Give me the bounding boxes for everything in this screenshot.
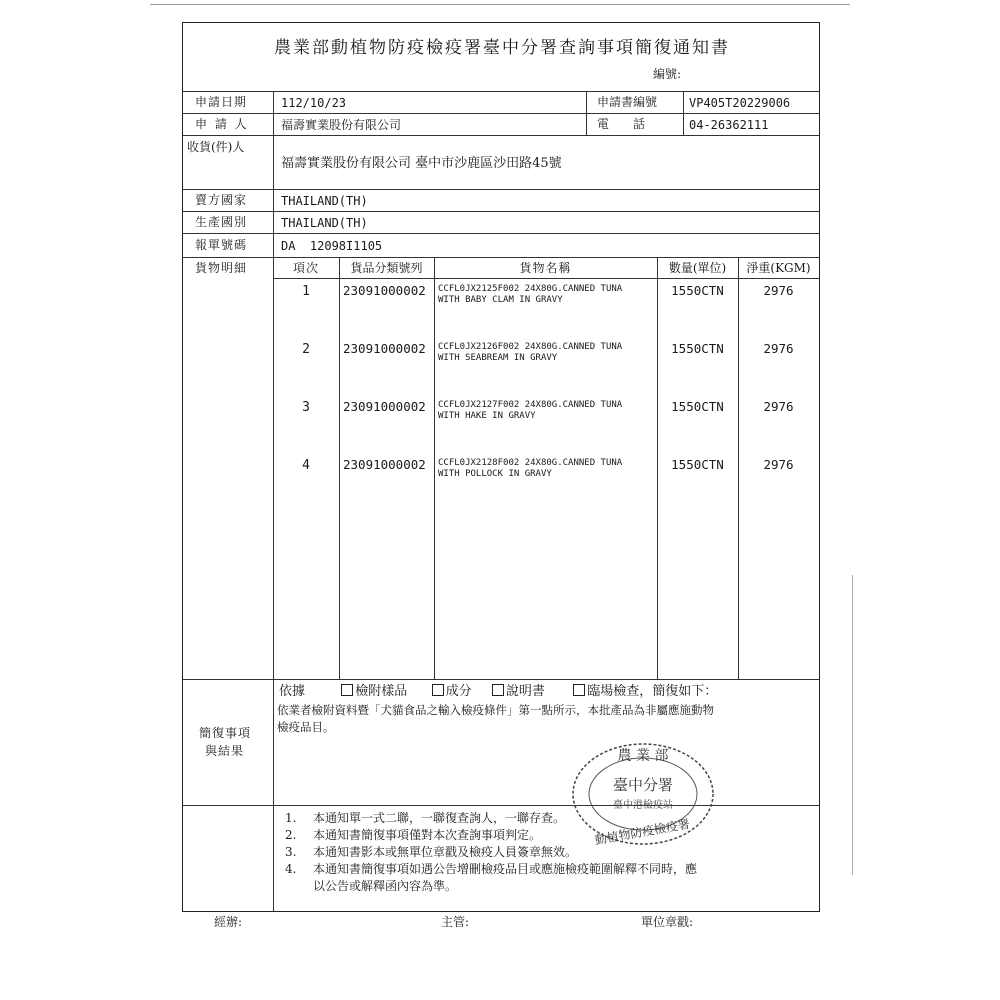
seller-country-value: THAILAND(TH) bbox=[281, 194, 368, 208]
goods-header-code: 貨品分類號列 bbox=[350, 261, 423, 275]
rule bbox=[273, 679, 274, 911]
goods-row-weight: 2976 bbox=[763, 341, 794, 356]
sample-checkbox-label: 檢附樣品 bbox=[355, 684, 408, 699]
apply-date-label: 申請日期 bbox=[195, 95, 248, 109]
rule bbox=[683, 91, 684, 135]
note-number: 3. bbox=[285, 845, 297, 859]
declaration-no-label: 報單號碼 bbox=[195, 238, 248, 252]
goods-row-name: CCFL0JX2128F002 24X80G.CANNED TUNA WITH POLLOCK IN GRAVY bbox=[438, 458, 623, 479]
goods-header-no: 項次 bbox=[292, 261, 319, 275]
phone-value: 04-26362111 bbox=[689, 118, 769, 132]
goods-row-weight: 2976 bbox=[763, 457, 794, 472]
note-number: 2. bbox=[285, 828, 297, 842]
rule bbox=[183, 679, 819, 680]
onsite-checkbox-label: 臨場檢查，簡復如下： bbox=[587, 684, 718, 699]
rule bbox=[434, 257, 435, 679]
rule bbox=[183, 805, 819, 806]
manual-checkbox[interactable] bbox=[492, 684, 504, 696]
applicant-value: 福壽實業股份有限公司 bbox=[281, 118, 402, 132]
apply-no-value: VP405T20229006 bbox=[689, 96, 791, 110]
rule bbox=[183, 91, 819, 92]
rule bbox=[183, 189, 819, 190]
note-text: 本通知書影本或無單位章戳及檢疫人員簽章無效。 bbox=[313, 845, 578, 859]
goods-row-code: 23091000002 bbox=[343, 399, 426, 414]
goods-row-no: 4 bbox=[302, 458, 310, 473]
goods-row-code: 23091000002 bbox=[343, 283, 426, 298]
goods-row-code: 23091000002 bbox=[343, 457, 426, 472]
applicant-label: 申 請 人 bbox=[195, 117, 249, 131]
goods-row-code: 23091000002 bbox=[343, 341, 426, 356]
rule bbox=[183, 211, 819, 212]
goods-row-qty: 1550CTN bbox=[671, 341, 724, 356]
note-text: 本通知書簡復事項僅對本次查詢事項判定。 bbox=[313, 828, 542, 842]
rule bbox=[183, 113, 819, 114]
document-title: 農業部動植物防疫檢疫署臺中分署查詢事項簡復通知書 bbox=[274, 38, 730, 58]
rule bbox=[183, 135, 819, 136]
ingredient-checkbox-label: 成分 bbox=[445, 684, 472, 699]
result-text-line-1: 依業者檢附資料暨「犬貓食品之輸入檢疫條件」第一點所示，本批產品為非屬應施動物 bbox=[277, 703, 714, 717]
goods-row-no: 3 bbox=[302, 400, 310, 415]
stamp-sub-text: 臺中港檢疫站 bbox=[613, 800, 673, 811]
handler-label: 經辦: bbox=[214, 915, 243, 929]
result-label-1: 簡復事項 bbox=[199, 726, 252, 740]
scan-edge-line bbox=[150, 4, 850, 5]
goods-row-name: CCFL0JX2125F002 24X80G.CANNED TUNA WITH BABY CLAM IN GRAVY bbox=[438, 284, 623, 305]
stamp-bottom-text: 動植物防疫檢疫署 bbox=[593, 816, 691, 848]
goods-row-weight: 2976 bbox=[763, 399, 794, 414]
consignee-value: 福壽實業股份有限公司 臺中市沙鹿區沙田路45號 bbox=[281, 156, 562, 171]
rule bbox=[273, 91, 274, 679]
stamp-center-text: 臺中分署 bbox=[612, 776, 674, 794]
manual-checkbox-label: 說明書 bbox=[505, 684, 545, 699]
basis-label: 依據 bbox=[279, 684, 306, 699]
consignee-label: 收貨(件)人 bbox=[187, 140, 245, 154]
goods-row-qty: 1550CTN bbox=[671, 399, 724, 414]
phone-label: 電 話 bbox=[597, 117, 646, 131]
sample-checkbox[interactable] bbox=[341, 684, 353, 696]
notice-form bbox=[182, 22, 820, 912]
goods-row-no: 2 bbox=[302, 342, 310, 357]
goods-row-name: CCFL0JX2127F002 24X80G.CANNED TUNA WITH HAKE IN GRAVY bbox=[438, 400, 623, 421]
basis-line bbox=[279, 684, 717, 698]
result-label-2: 與結果 bbox=[205, 744, 245, 758]
scan-edge-line bbox=[852, 575, 853, 875]
rule bbox=[183, 257, 819, 258]
goods-row-qty: 1550CTN bbox=[671, 457, 724, 472]
unit-seal-label: 單位章戳: bbox=[641, 915, 694, 929]
goods-header-name: 貨物名稱 bbox=[519, 261, 572, 275]
origin-country-label: 生產國別 bbox=[195, 215, 248, 229]
seller-country-label: 賣方國家 bbox=[195, 193, 248, 207]
rule bbox=[183, 233, 819, 234]
goods-row-no: 1 bbox=[302, 284, 310, 299]
origin-country-value: THAILAND(TH) bbox=[281, 216, 368, 230]
rule bbox=[339, 257, 340, 679]
note-text: 本通知單一式二聯，一聯復查詢人，一聯存查。 bbox=[313, 811, 566, 825]
ingredient-checkbox[interactable] bbox=[432, 684, 444, 696]
apply-date-value: 112/10/23 bbox=[281, 96, 347, 110]
rule bbox=[586, 91, 587, 135]
note-text: 本通知書簡復事項如遇公告增刪檢疫品目或應施檢疫範圍解釋不同時，應 bbox=[313, 862, 698, 876]
result-text-line-2: 檢疫品目。 bbox=[277, 720, 335, 734]
apply-no-label: 申請書編號 bbox=[597, 95, 658, 109]
note-number: 1. bbox=[285, 811, 297, 825]
goods-header-weight: 淨重(KGM) bbox=[746, 261, 811, 275]
goods-header-qty: 數量(單位) bbox=[668, 261, 727, 275]
onsite-checkbox[interactable] bbox=[573, 684, 585, 696]
supervisor-label: 主管: bbox=[441, 915, 470, 929]
goods-section-label: 貨物明細 bbox=[195, 261, 248, 275]
declaration-no-value: DA 12098I1105 bbox=[281, 239, 383, 253]
note-text: 以公告或解釋函內容為準。 bbox=[313, 879, 458, 893]
goods-row-name: CCFL0JX2126F002 24X80G.CANNED TUNA WITH SEABREAM IN GRAVY bbox=[438, 342, 623, 363]
goods-row-weight: 2976 bbox=[763, 283, 794, 298]
goods-row-qty: 1550CTN bbox=[671, 283, 724, 298]
note-number: 4. bbox=[285, 862, 297, 876]
serial-label: 編號: bbox=[653, 67, 682, 81]
stamp-top-text: 農 業 部 bbox=[617, 748, 669, 764]
official-stamp bbox=[568, 738, 718, 850]
